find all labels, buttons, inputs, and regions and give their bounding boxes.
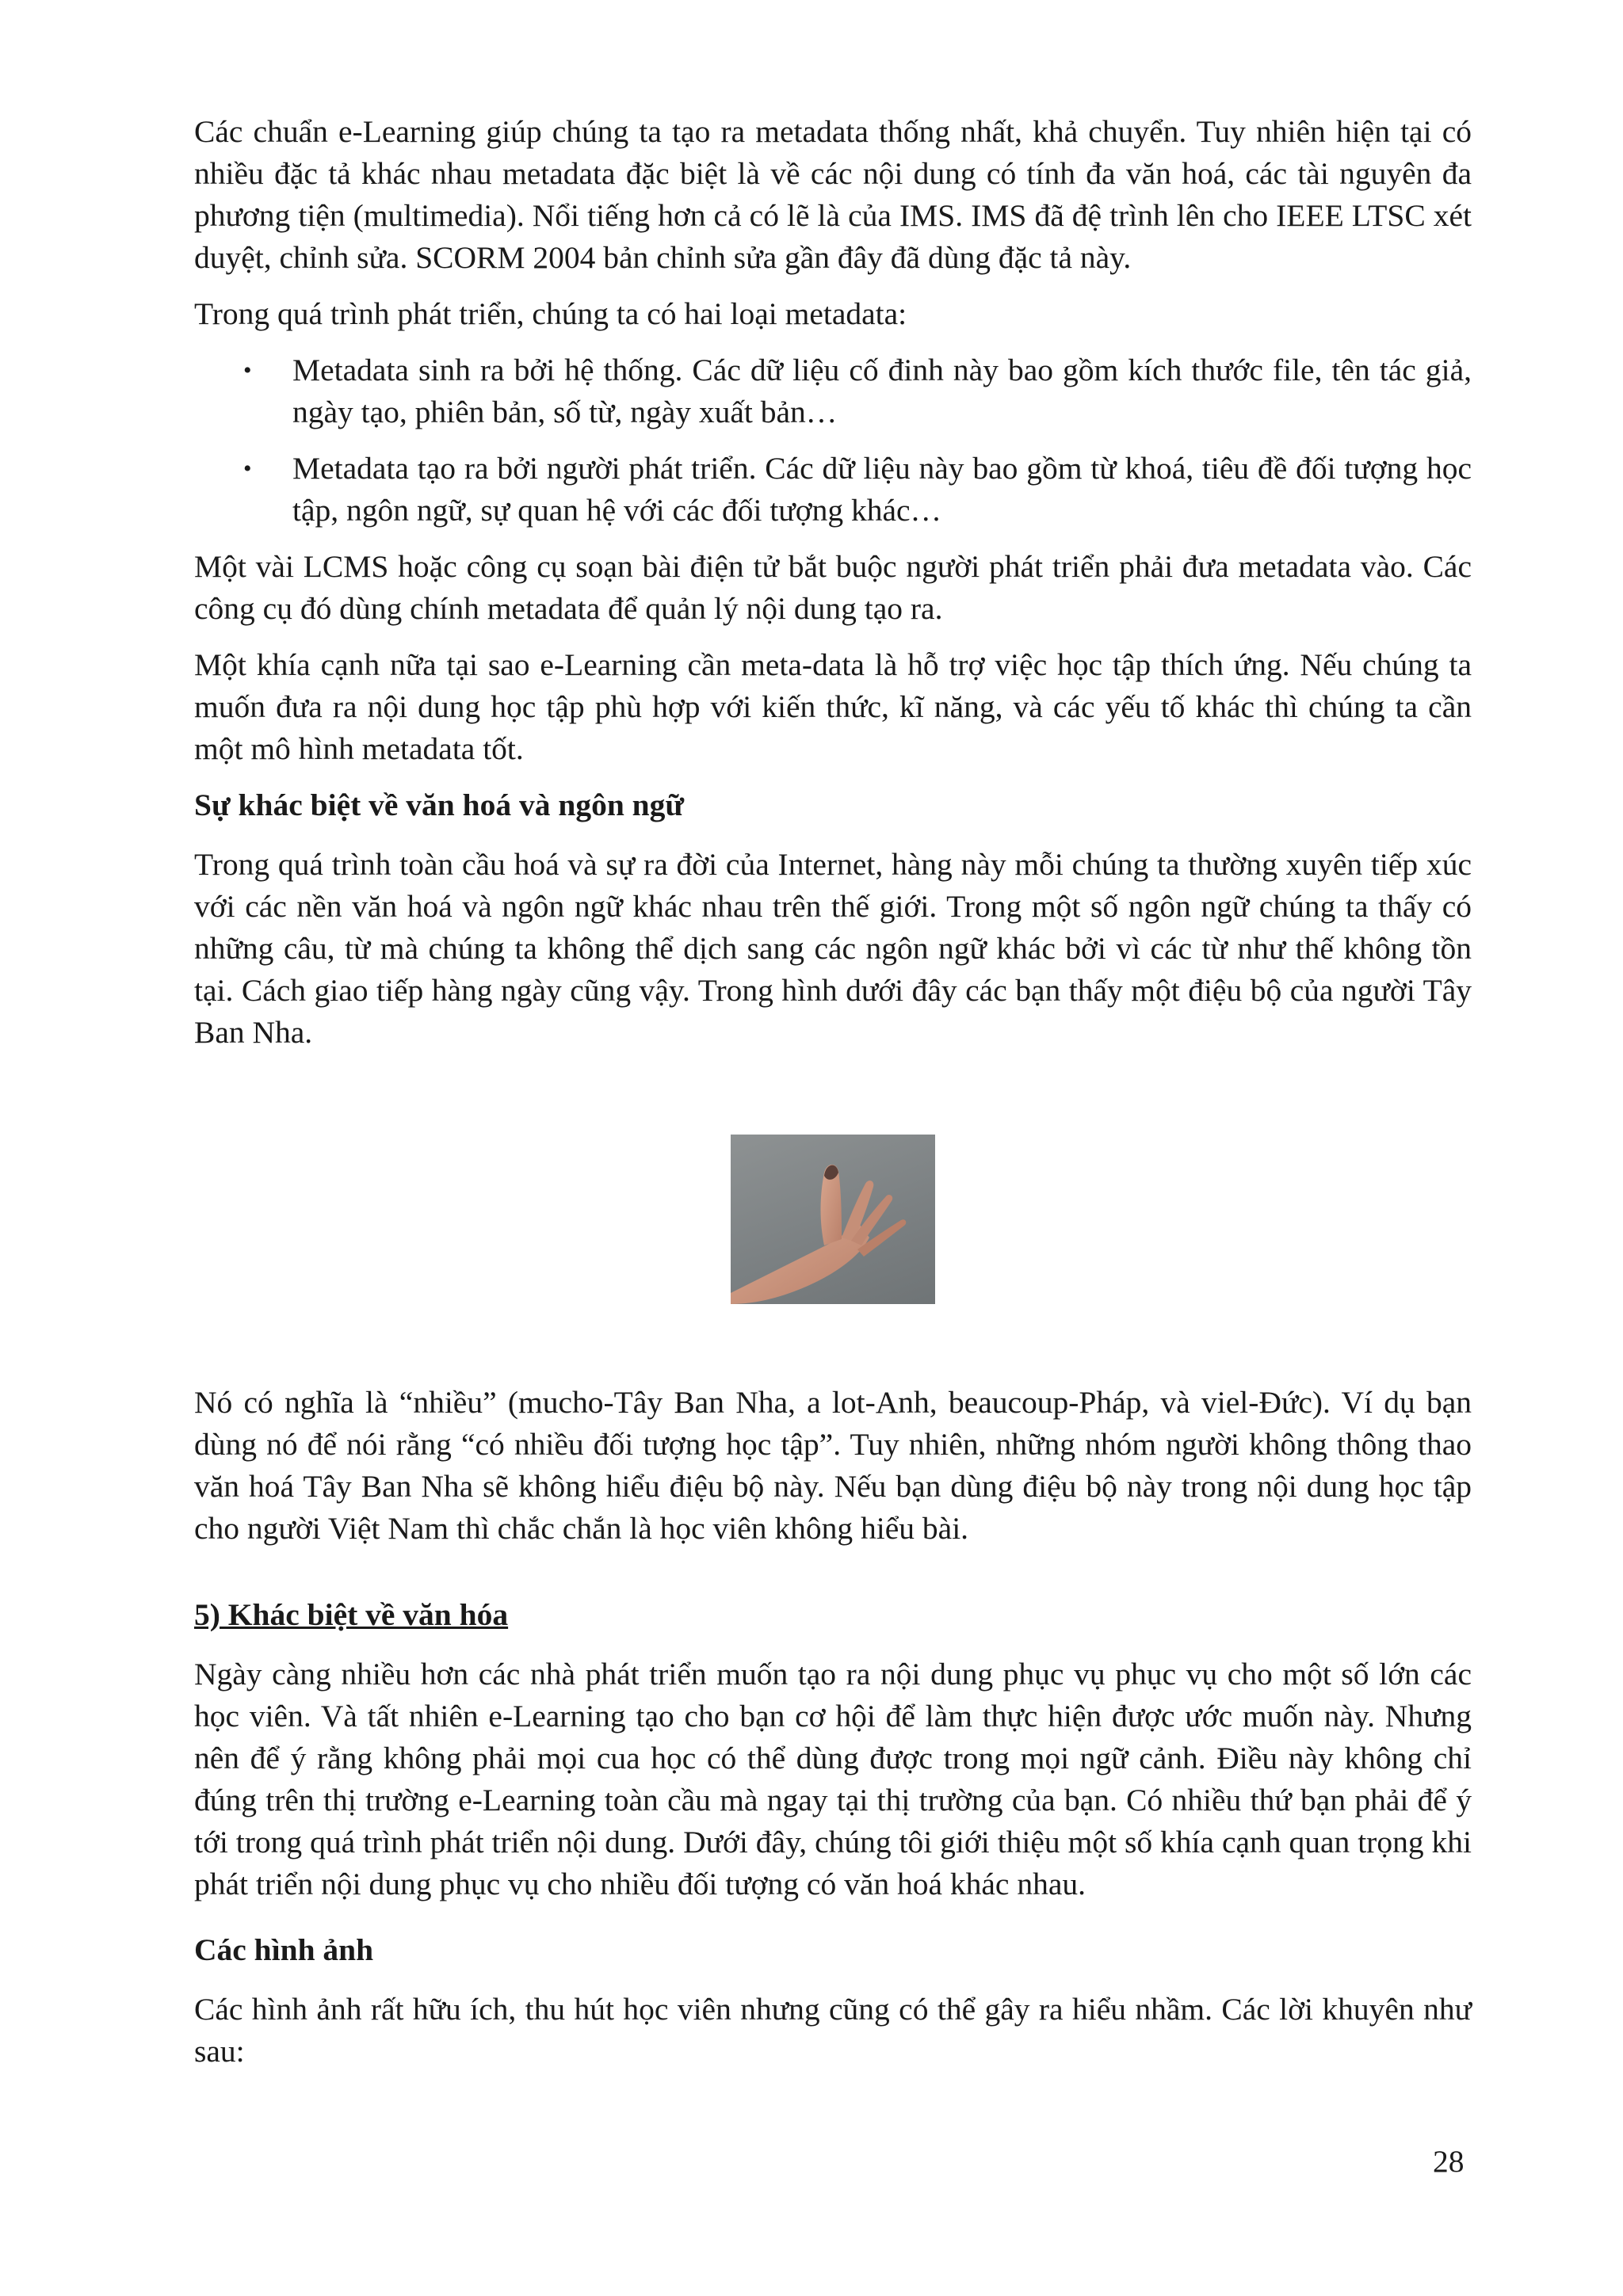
heading-culture-language: Sự khác biệt về văn hoá và ngôn ngữ [194, 788, 685, 822]
list-item-text: Metadata sinh ra bởi hệ thống. Các dữ liệu cố đinh này bao gồm kích thước file, tên tác giả, ngày tạo, phiên bản, số từ, ngày xuất bản… [292, 353, 1472, 429]
paragraph-images-advice: Các hình ảnh rất hữu ích, thu hút học viên nhưng cũng có thể gây ra hiểu nhầm. Các lời khuyên như sau: [194, 1992, 1472, 2069]
paragraph-gesture-meaning: Nó có nghĩa là “nhiều” (mucho-Tây Ban Nha, a lot-Anh, beaucoup-Pháp, và viel-Đức). Ví dụ bạn dùng nó để nói rằng “có nhiều đối tượng học tập”. Tuy nhiên, những nhóm người không thông thao văn hoá Tây Ban Nha sẽ không hiểu điệu bộ này. Nếu bạn dùng điệu bộ này trong nội dung học tập cho người Việt Nam thì chắc chắn là học viên không hiểu bài. [194, 1385, 1472, 1546]
heading-section-5: 5) Khác biệt về văn hóa [194, 1597, 509, 1632]
paragraph-lcms: Một vài LCMS hoặc công cụ soạn bài điện tử bắt buộc người phát triển phải đưa metadata vào. Các công cụ đó dùng chính metadata để quản lý nội dung tạo ra. [194, 549, 1472, 626]
list-item-text: Metadata tạo ra bởi người phát triển. Các dữ liệu này bao gồm từ khoá, tiêu đề đối tượng học tập, ngôn ngữ, sự quan hệ với các đối tượng khác… [292, 451, 1472, 528]
hand-gesture-photo [731, 1135, 935, 1304]
paragraph-metadata-types-intro: Trong quá trình phát triển, chúng ta có hai loại metadata: [194, 296, 907, 331]
paragraph-adaptive-learning: Một khía cạnh nữa tại sao e-Learning cần meta-data là hỗ trợ việc học tập thích ứng. Nếu chúng ta muốn đưa ra nội dung học tập phù hợp với kiến thức, kĩ năng, và các yếu tố khác thì chúng ta cần một mô hình metadata tốt. [194, 647, 1472, 766]
metadata-types-list [194, 349, 1472, 532]
heading-images: Các hình ảnh [194, 1932, 374, 1967]
hand-gesture-icon [731, 1135, 935, 1304]
list-item [194, 448, 1472, 532]
paragraph-globalization: Trong quá trình toàn cầu hoá và sự ra đời của Internet, hàng này mỗi chúng ta thường xuyên tiếp xúc với các nền văn hoá và ngôn ngữ khác nhau trên thế giới. Trong một số ngôn ngữ chúng ta thấy có những câu, từ mà chúng ta không thể dịch sang các ngôn ngữ khác bởi vì các từ như thế không tồn tại. Cách giao tiếp hàng ngày cũng vậy. Trong hình dưới đây các bạn thấy một điệu bộ của người Tây Ban Nha. [194, 847, 1472, 1050]
document-page [194, 111, 1472, 2073]
bullet-icon: • [243, 357, 252, 383]
paragraph-cultural-differences: Ngày càng nhiều hơn các nhà phát triển muốn tạo ra nội dung phục vụ phục vụ cho một số lớn các học viên. Và tất nhiên e-Learning tạo cho bạn cơ hội để làm thực hiện được ước muốn này. Nhưng nên để ý rằng không phải mọi cua học có thể dùng được trong mọi ngữ cảnh. Điều này không chỉ đúng trên thị trường e-Learning toàn cầu mà ngay tại thị trường của bạn. Có nhiều thứ bạn phải để ý tới trong quá trình phát triển nội dung. Dưới đây, chúng tôi giới thiệu một số khía cạnh quan trọng khi phát triển nội dung phục vụ cho nhiều đối tượng có văn hoá khác nhau. [194, 1657, 1472, 1901]
bullet-icon: • [243, 456, 252, 482]
paragraph-elearning-standards: Các chuẩn e-Learning giúp chúng ta tạo ra metadata thống nhất, khả chuyển. Tuy nhiên hiện tại có nhiều đặc tả khác nhau metadata đặc biệt là về các nội dung có tính đa văn hoá, các tài nguyên đa phương tiện (multimedia). Nổi tiếng hơn cả có lẽ là của IMS. IMS đã đệ trình lên cho IEEE LTSC xét duyệt, chỉnh sửa. SCORM 2004 bản chỉnh sửa gần đây đã dùng đặc tả này. [194, 114, 1472, 275]
page-number: 28 [1433, 2144, 1465, 2179]
list-item [194, 349, 1472, 433]
